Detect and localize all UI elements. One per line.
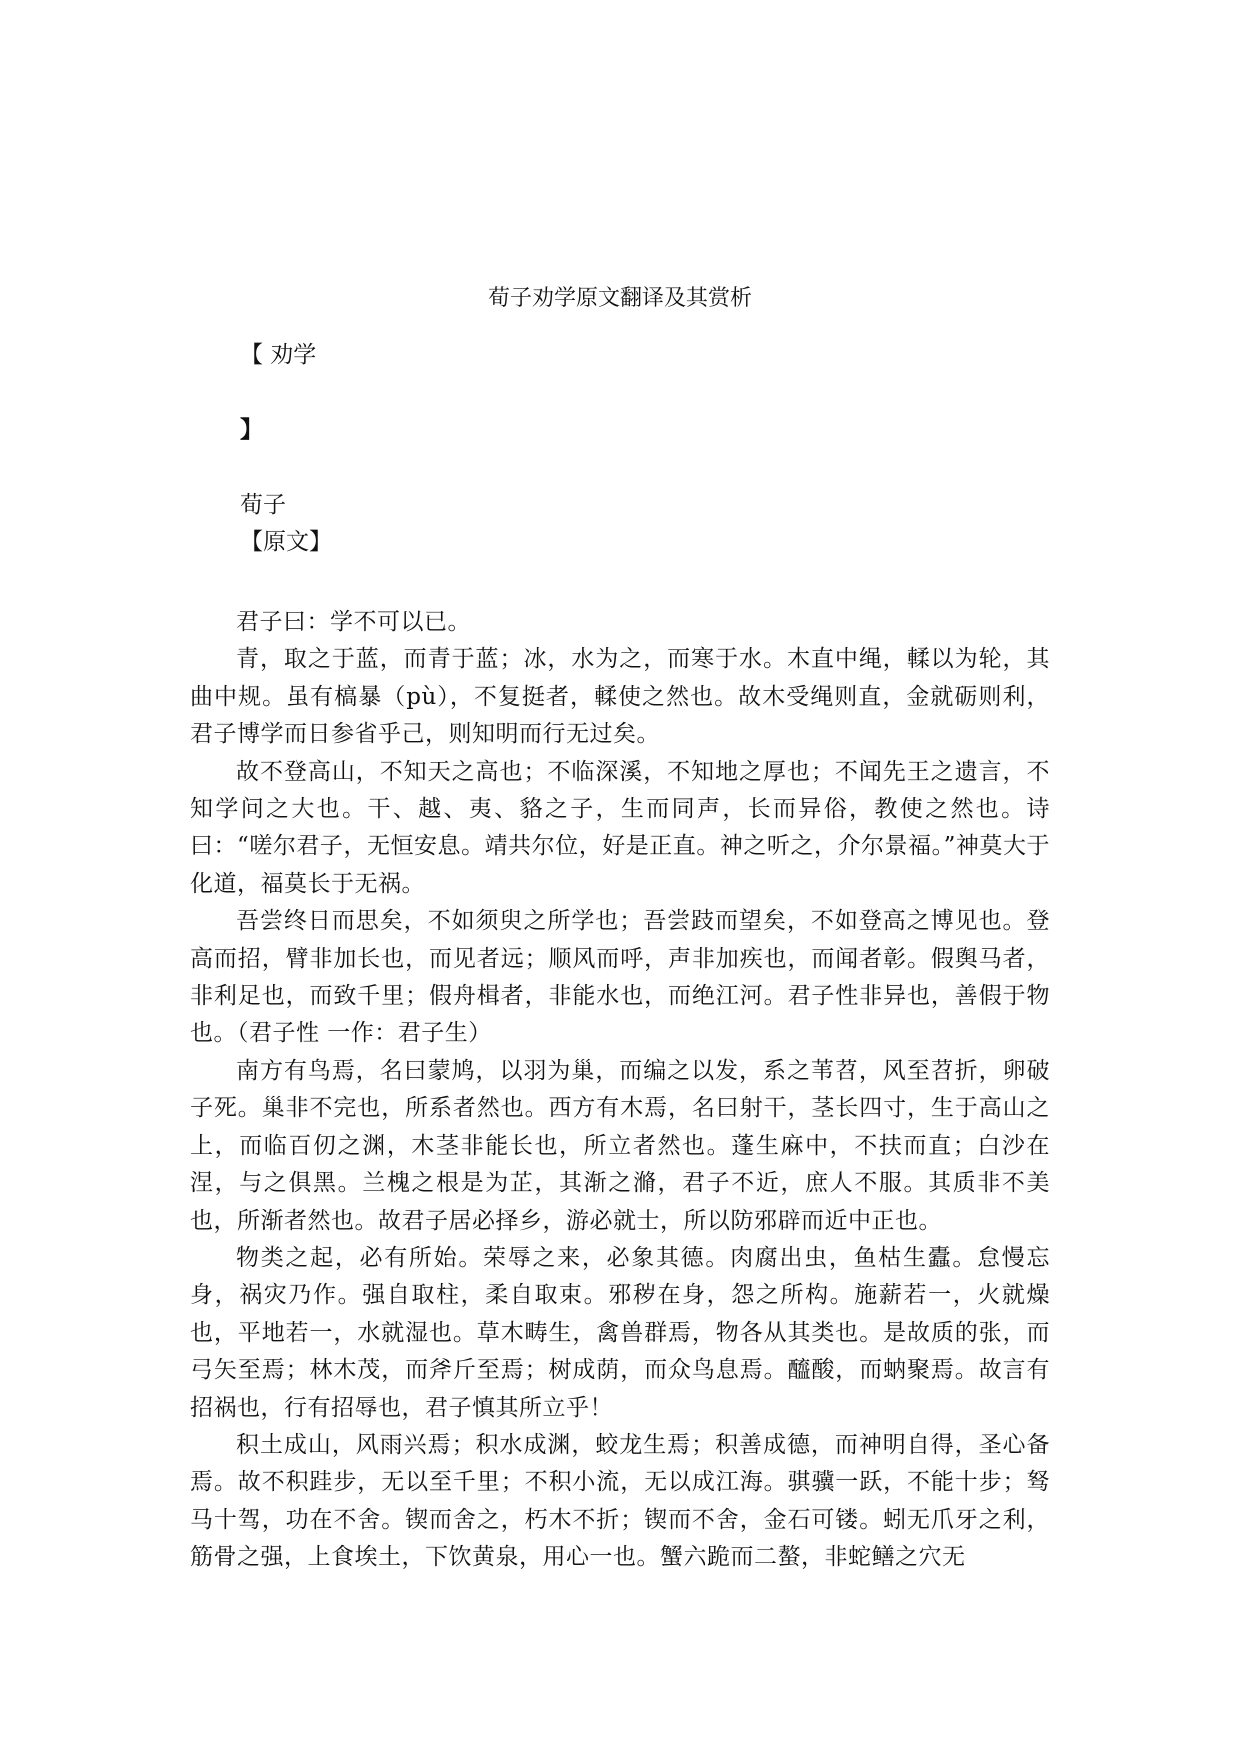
- section-label: 【原文】: [240, 529, 332, 555]
- body-text: [190, 604, 1050, 1577]
- paragraph: 故不登高山，不知天之高也；不临深溪，不知地之厚也；不闻先王之遗言，不知学问之大也。干、越、夷、貉之子，生而同声，长而异俗，教使之然也。诗曰：“嗟尔君子，无恒安息。靖共尔位，好是正直。神之听之，介尔景福。”神莫大于化道，福莫长于无祸。: [190, 758, 1050, 897]
- paragraph: 物类之起，必有所始。荣辱之来，必象其德。肉腐出虫，鱼枯生蠹。怠慢忘身，祸灾乃作。强自取柱，柔自取束。邪秽在身，怨之所构。施薪若一，火就燥也，平地若一，水就湿也。草木畴生，禽兽群焉，物各从其类也。是故质的张，而弓矢至焉；林木茂，而斧斤至焉；树成荫，而众鸟息焉。醯酸，而蚋聚焉。故言有招祸也，行有招辱也，君子慎其所立乎！: [190, 1244, 1050, 1421]
- paragraph: 积土成山，风雨兴焉；积水成渊，蛟龙生焉；积善成德，而神明自得，圣心备焉。故不积跬步，无以至千里；不积小流，无以成江海。骐骥一跃，不能十步；驽马十驾，功在不舍。锲而舍之，朽木不折；锲而不舍，金石可镂。蚓无爪牙之利，筋骨之强，上食埃土，下饮黄泉，用心一也。蟹六跪而二螯，非蛇鳝之穴无: [190, 1431, 1050, 1571]
- paragraph: 吾尝终日而思矣，不如须臾之所学也；吾尝跂而望矣，不如登高之博见也。登高而招，臂非加长也，而见者远；顺风而呼，声非加疾也，而闻者彰。假舆马者，非利足也，而致千里；假舟楫者，非能水也，而绝江河。君子性非异也，善假于物也。（君子性 一作：君子生）: [190, 908, 1050, 1047]
- document-title: 荀子劝学原文翻译及其赏析: [487, 286, 752, 311]
- heading-close: 】: [240, 416, 263, 443]
- heading-open: 【 劝学: [240, 342, 317, 368]
- author-name: 荀子: [240, 492, 286, 518]
- paragraph: 南方有鸟焉，名曰蒙鸠，以羽为巢，而编之以发，系之苇苕，风至苕折，卵破子死。巢非不完也，所系者然也。西方有木焉，名曰射干，茎长四寸，生于高山之上，而临百仞之渊，木茎非能长也，所立者然也。蓬生麻中，不扶而直；白沙在涅，与之俱黑。兰槐之根是为芷，其渐之滫，君子不近，庶人不服。其质非不美也，所渐者然也。故君子居必择乡，游必就士，所以防邪辟而近中正也。: [190, 1057, 1050, 1234]
- paragraph: 君子曰：学不可以已。: [236, 609, 471, 635]
- paragraph: 青，取之于蓝，而青于蓝；冰，水为之，而寒于水。木直中绳，輮以为轮，其曲中规。虽有槁暴（pù），不复挺者，輮使之然也。故木受绳则直，金就砺则利，君子博学而日参省乎己，则知明而行无过矣。: [190, 646, 1050, 748]
